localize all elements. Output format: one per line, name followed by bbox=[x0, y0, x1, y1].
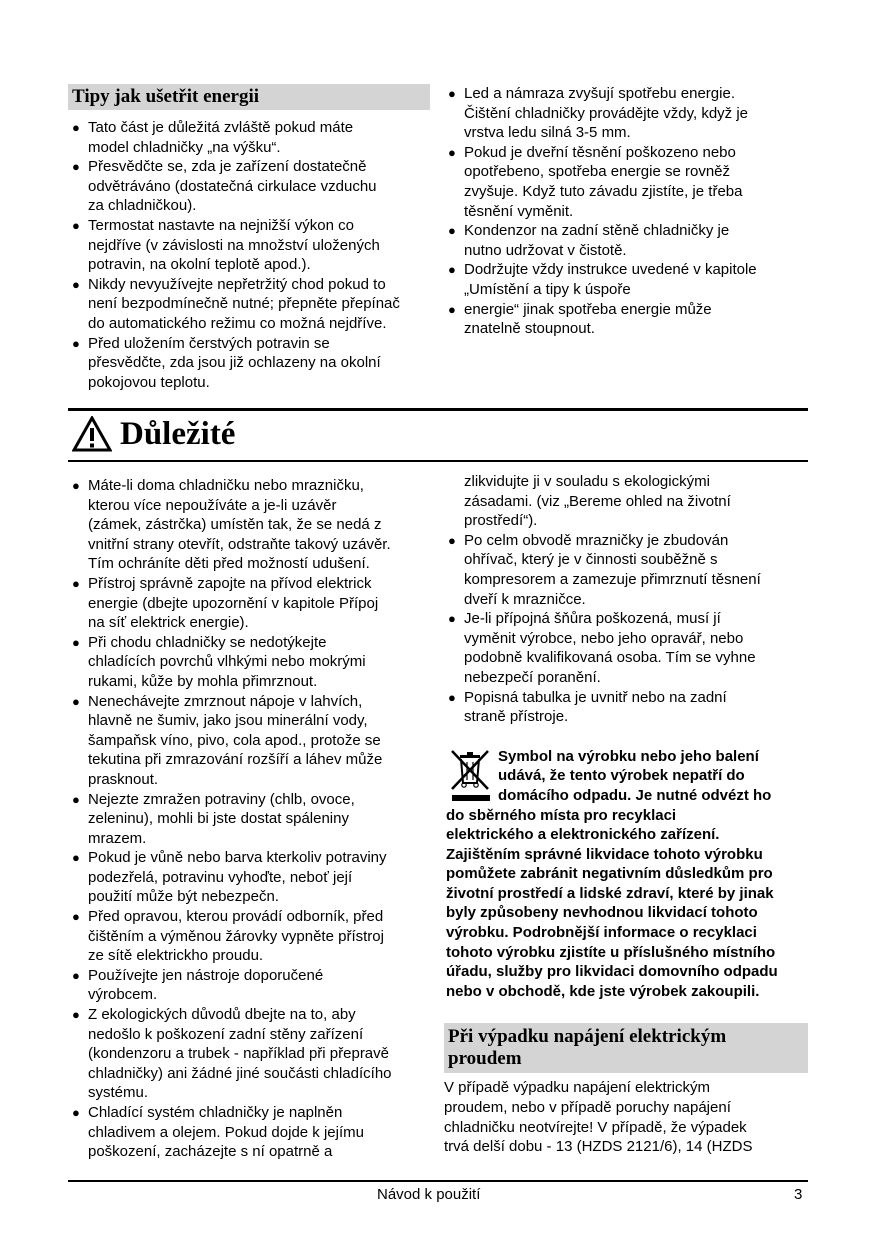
list-item bbox=[68, 476, 430, 574]
bullet-icon: ● bbox=[72, 478, 80, 493]
bullet-icon: ● bbox=[72, 1105, 80, 1120]
list-item-line: vyměnit výrobce, nebo jeho opravář, nebo bbox=[464, 629, 744, 647]
list-item bbox=[68, 574, 430, 633]
list-item-line: nebezpečí poranění. bbox=[464, 668, 601, 686]
list-item-line: Po celm obvodě mrazničky je zbudován bbox=[464, 531, 729, 549]
list-item-line: podobně kvalifikovaná osoba. Tím se vyhne bbox=[464, 649, 756, 667]
list-item-line: Dodržujte vždy instrukce uvedené v kapitole bbox=[464, 261, 757, 279]
text-line: byly způsobeny nevhodnou likvidací tohoto bbox=[446, 904, 758, 922]
list-item-line: odvětráváno (dostatečná cirkulace vzduchu bbox=[88, 177, 377, 195]
list-item-line: Čištění chladničky provádějte vždy, když je bbox=[464, 104, 749, 122]
list-item-line: Popisná tabulka je uvnitř nebo na zadní bbox=[464, 688, 727, 706]
list-item bbox=[68, 692, 430, 790]
footer-rule bbox=[68, 1180, 808, 1182]
list-item-line: „Umístění a tipy k úspoře bbox=[464, 280, 631, 298]
list-item bbox=[444, 84, 808, 143]
text-line: udává, že tento výrobek nepatří do bbox=[498, 767, 745, 785]
text-line: domácího odpadu. Je nutné odvézt ho bbox=[498, 786, 772, 804]
list-item-line: ze sítě elektrickho proudu. bbox=[88, 947, 264, 965]
crossed-out-bin-icon bbox=[446, 747, 494, 803]
text-line: proudem, nebo v případě poruchy napájení bbox=[444, 1099, 731, 1117]
tips-left-column bbox=[68, 84, 430, 392]
bullet-icon: ● bbox=[72, 850, 80, 866]
list-item-line: podezřelá, potravinu vyhoďte, neboť její bbox=[88, 868, 353, 886]
list-item-line: Přesvědčte se, zda je zařízení dostatečně bbox=[88, 158, 367, 176]
list-item bbox=[444, 221, 808, 260]
list-item-line: Nikdy nevyužívejte nepřetržitý chod pokud to bbox=[88, 275, 386, 293]
list-item-line: čištěním a výměnou žárovky vypněte přístroj bbox=[88, 927, 384, 945]
list-item-line: na síť elektrick energie). bbox=[88, 614, 249, 632]
list-item bbox=[444, 260, 808, 299]
list-item bbox=[68, 118, 430, 157]
list-item-line: Před uložením čerstvých potravin se bbox=[88, 334, 330, 352]
text-line: Symbol na výrobku nebo jeho balení bbox=[498, 747, 759, 765]
list-item-line: nutno udržovat v čistotě. bbox=[464, 241, 627, 259]
list-item-line: dveří k mrazničce. bbox=[464, 590, 586, 608]
list-item-line: Kondenzor na zadní stěně chladničky je bbox=[464, 222, 730, 240]
list-item-line: straně přístroje. bbox=[464, 708, 569, 726]
important-title bbox=[72, 412, 235, 456]
list-item bbox=[68, 275, 430, 334]
list-item-line: není bezpodmínečně nutné; přepněte přepínač bbox=[88, 295, 400, 313]
list-item-line: mrazem. bbox=[88, 829, 147, 847]
bullet-icon: ● bbox=[72, 967, 80, 983]
important-left-column bbox=[68, 476, 430, 1162]
list-item-line: Máte-li doma chladničku nebo mrazničku, bbox=[88, 477, 364, 494]
text-line: V případě výpadku napájení elektrickým bbox=[444, 1079, 710, 1097]
text-line: výrobku. Podrobnější informace o recyklaci bbox=[446, 924, 757, 942]
list-item-line: Při chodu chladničky se nedotýkejte bbox=[88, 633, 327, 651]
list-item-line: do automatického režimu co možná nejdříve. bbox=[88, 314, 387, 332]
list-item-line: energie (dbejte upozornění v kapitole Přípoj bbox=[88, 594, 379, 612]
tips-right-column bbox=[444, 84, 808, 339]
list-item-line: kterou více nepoužíváte a je-li uzávěr bbox=[88, 496, 337, 514]
bullet-icon: ● bbox=[72, 120, 80, 135]
list-item-line: Z ekologických důvodů dbejte na to, aby bbox=[88, 1006, 356, 1024]
bullet-icon: ● bbox=[448, 223, 456, 239]
text-line: zlikvidujte ji v souladu s ekologickými bbox=[464, 473, 710, 490]
list-item-line: výrobcem. bbox=[88, 986, 158, 1004]
list-item bbox=[68, 1005, 430, 1103]
important-right-list bbox=[444, 531, 808, 727]
list-item-line: zeleninu), mohli bi jste dostat spáleniny bbox=[88, 810, 349, 828]
list-item-line: zvyšuje. Když tuto závadu zjistíte, je třeba bbox=[464, 182, 743, 200]
bullet-icon: ● bbox=[448, 689, 456, 705]
list-item-line: pokojovou teplotu. bbox=[88, 373, 210, 391]
list-item-line: Tím ochráníte děti před možností udušení. bbox=[88, 555, 370, 573]
bullet-icon: ● bbox=[72, 909, 80, 925]
text-line: tohoto výrobku zjistíte u příslušného místního bbox=[446, 943, 776, 961]
power-failure-text bbox=[444, 1078, 808, 1156]
text-line: zásadami. (viz „Bereme ohled na životní bbox=[464, 492, 731, 510]
list-item-line: rukami, kůže by mohla přimrznout. bbox=[88, 672, 318, 690]
tips-right-list bbox=[444, 84, 808, 339]
important-top-rule bbox=[68, 408, 808, 411]
list-item-line: za chladničkou). bbox=[88, 197, 197, 215]
bullet-icon: ● bbox=[448, 301, 456, 317]
bullet-icon: ● bbox=[72, 575, 80, 591]
list-item-line: těsnění vyměnit. bbox=[464, 202, 574, 220]
page-number: 3 bbox=[794, 1186, 803, 1203]
list-item-line: nedošlo k poškození zadní stěny zařízení bbox=[88, 1025, 364, 1043]
footer-label: Návod k použití bbox=[377, 1186, 481, 1203]
text-line: pomůžete zabránit negativním důsledkům pro bbox=[446, 865, 773, 883]
list-item-line: Pokud je dveřní těsnění poškozeno nebo bbox=[464, 143, 736, 161]
recycling-text bbox=[446, 747, 808, 1002]
bullet-icon: ● bbox=[448, 532, 456, 548]
list-item-line: prasknout. bbox=[88, 770, 159, 788]
list-item-line: použití může být nebezpečn. bbox=[88, 888, 279, 906]
text-line: Zajištěním správné likvidace tohoto výrobku bbox=[446, 845, 763, 863]
list-item bbox=[68, 157, 430, 216]
list-item-line: systému. bbox=[88, 1084, 149, 1102]
list-item bbox=[68, 633, 430, 692]
text-line: úřadu, služby pro likvidaci domovního odpadu bbox=[446, 963, 778, 981]
important-bottom-rule bbox=[68, 460, 808, 462]
list-item bbox=[444, 143, 808, 221]
list-item bbox=[68, 216, 430, 275]
text-line: trvá delší dobu - 13 (HZDS 2121/6), 14 (HZDS bbox=[444, 1138, 753, 1156]
important-right-column bbox=[444, 472, 808, 1157]
bullet-icon: ● bbox=[72, 276, 80, 292]
list-item bbox=[444, 300, 808, 339]
bullet-icon: ● bbox=[448, 86, 456, 101]
list-item-line: hlavně ne šumiv, jako jsou minerální vody, bbox=[88, 712, 368, 730]
text-line: elektrického a elektronického zařízení. bbox=[446, 826, 720, 844]
list-item-line: nejdříve (v závislosti na množství uložených bbox=[88, 236, 380, 254]
list-item-line: Led a námraza zvyšují spotřebu energie. bbox=[464, 85, 735, 102]
list-item-line: chladících povrchů vlhkými nebo mokrými bbox=[88, 653, 366, 671]
list-item-line: opotřebeno, spotřeba energie se rovněž bbox=[464, 163, 731, 181]
list-item-line: Nenechávejte zmrznout nápoje v lahvích, bbox=[88, 692, 363, 710]
list-item-line: Nejezte zmražen potraviny (chlb, ovoce, bbox=[88, 790, 355, 808]
list-item-line: ohřívač, který je v činnosti souběžně s bbox=[464, 551, 718, 569]
text-line: nebo v obchodě, kde jste výrobek zakoupili. bbox=[446, 982, 760, 1000]
list-item-line: Je-li přípojná šňůra poškozená, musí jí bbox=[464, 610, 721, 628]
tips-left-list bbox=[68, 118, 430, 392]
list-item-line: energie“ jinak spotřeba energie může bbox=[464, 300, 712, 318]
bullet-icon: ● bbox=[448, 262, 456, 278]
text-line: do sběrného místa pro recyklaci bbox=[446, 806, 677, 824]
list-item bbox=[68, 848, 430, 907]
list-item-line: přesvědčte, zda jsou již ochlazeny na okolní bbox=[88, 354, 381, 372]
list-item-line: kompresorem a zamezuje přimrznutí těsnení bbox=[464, 570, 761, 588]
list-item bbox=[68, 790, 430, 849]
bullet-icon: ● bbox=[72, 693, 80, 709]
list-item-line: Před opravou, kterou provádí odborník, před bbox=[88, 908, 384, 926]
bullet-icon: ● bbox=[72, 634, 80, 650]
power-failure-heading bbox=[444, 1023, 808, 1073]
list-item-line: znatelně stoupnout. bbox=[464, 320, 595, 338]
list-item-line: (zámek, zástrčka) umístěn tak, že se nedá z bbox=[88, 516, 382, 534]
list-item-line: poškození, zacházejte s ní opatrně a bbox=[88, 1143, 333, 1161]
warning-triangle-icon bbox=[72, 416, 112, 452]
list-item-line: chladivem a olejem. Pokud dojde k jejímu bbox=[88, 1123, 364, 1141]
recycling-notice bbox=[446, 747, 808, 1002]
list-item bbox=[68, 966, 430, 1005]
list-item-line: model chladničky „na výšku“. bbox=[88, 138, 281, 156]
list-item-line: šampaňsk víno, pivo, cola apod., protože se bbox=[88, 731, 381, 749]
text-line: Při výpadku napájení elektrickým bbox=[448, 1026, 727, 1048]
bullet-icon: ● bbox=[448, 611, 456, 627]
list-item bbox=[444, 609, 808, 687]
important-right-continuation bbox=[444, 472, 808, 531]
list-item-line: Tato část je důležitá zvláště pokud máte bbox=[88, 119, 354, 136]
list-item-line: vnitřní strany otevřít, odstraňte takový uzávěr. bbox=[88, 535, 391, 553]
list-item bbox=[68, 334, 430, 393]
text-line: proudem bbox=[448, 1048, 522, 1070]
list-item-line: Používejte jen nástroje doporučené bbox=[88, 966, 324, 984]
bullet-icon: ● bbox=[72, 217, 80, 233]
list-item-line: tekutina při zmrazování rozšíří a láhev může bbox=[88, 751, 383, 769]
list-item-line: Přístroj správně zapojte na přívod elektrick bbox=[88, 574, 372, 592]
list-item-line: Chladící systém chladničky je naplněn bbox=[88, 1104, 343, 1121]
list-item-line: Pokud je vůně nebo barva kterkoliv potraviny bbox=[88, 849, 387, 867]
bullet-icon: ● bbox=[448, 144, 456, 160]
list-item-line: vrstva ledu silná 3-5 mm. bbox=[464, 124, 631, 142]
list-item-line: (kondenzoru a trubek - například při přepravě bbox=[88, 1045, 389, 1063]
text-line: prostředí“). bbox=[464, 512, 538, 530]
important-left-list bbox=[68, 476, 430, 1162]
list-item-line: Termostat nastavte na nejnižší výkon co bbox=[88, 216, 354, 234]
tips-heading: Tipy jak ušetřit energii bbox=[68, 84, 430, 110]
list-item-line: potravin, na okolní teplotě apod.). bbox=[88, 256, 311, 274]
list-item bbox=[444, 531, 808, 609]
important-title-text: Důležité bbox=[120, 416, 236, 452]
list-item bbox=[68, 907, 430, 966]
list-item bbox=[444, 688, 808, 727]
list-item-line: chladničky) ani žádné jiné součásti chladícího bbox=[88, 1064, 392, 1082]
text-line: životní prostředí a lidské zdraví, které by jinak bbox=[446, 884, 774, 902]
bullet-icon: ● bbox=[72, 791, 80, 807]
bullet-icon: ● bbox=[72, 1007, 80, 1023]
list-item bbox=[68, 1103, 430, 1162]
text-line: chladničku neotvírejte! V případě, že výpadek bbox=[444, 1118, 747, 1136]
bullet-icon: ● bbox=[72, 335, 80, 351]
bullet-icon: ● bbox=[72, 159, 80, 175]
